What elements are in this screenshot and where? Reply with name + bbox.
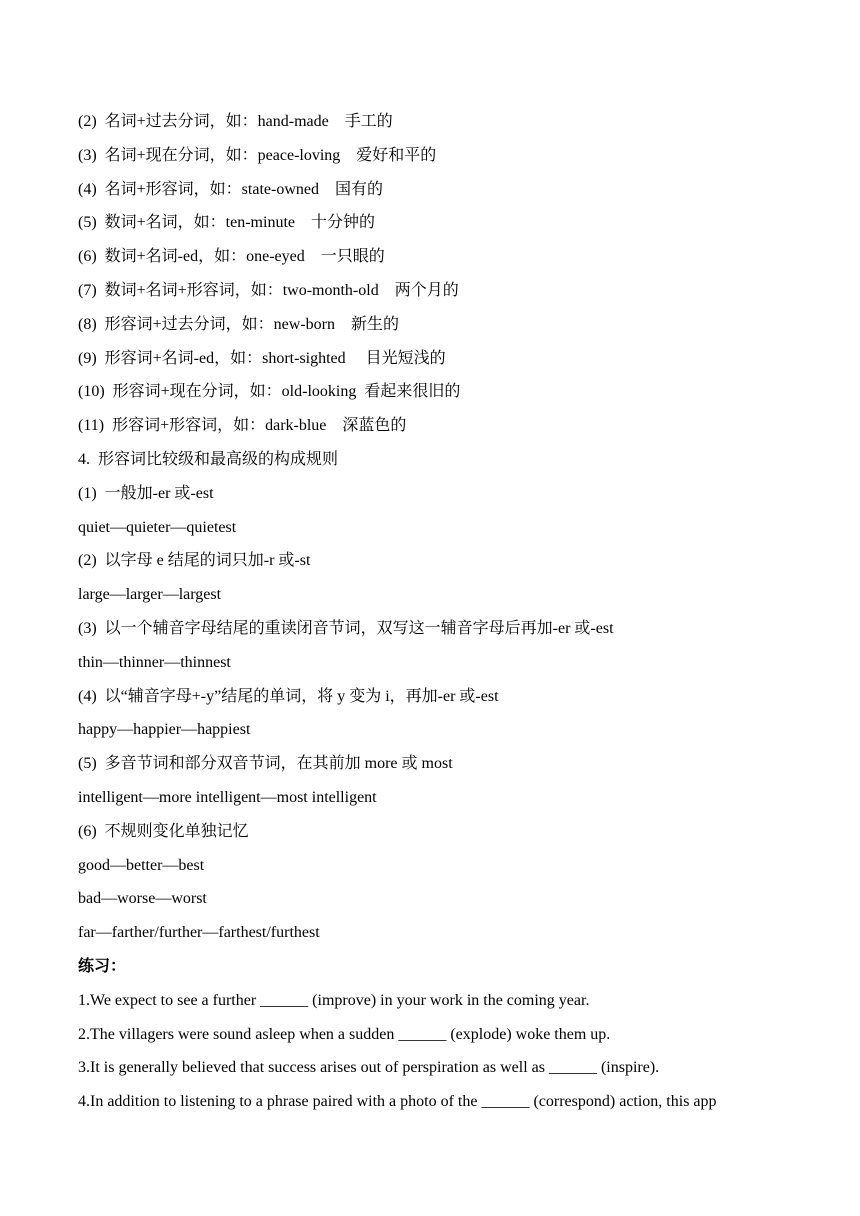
text-line: (4) 以“辅音字母+-y”结尾的单词，将 y 变为 i，再加-er 或-est (78, 687, 499, 705)
text-line: (6) 数词+名词-ed，如：one-eyed 一只眼的 (78, 248, 385, 266)
text-line: (4) 名词+形容词，如：state-owned 国有的 (78, 180, 383, 198)
text-line: (3) 以一个辅音字母结尾的重读闭音节词，双写这一辅音字母后再加-er 或-est (78, 619, 614, 637)
example-line: bad—worse—worst (78, 890, 207, 908)
text-line: (8) 形容词+过去分词，如：new-born 新生的 (78, 315, 399, 333)
example-line: happy—happier—happiest (78, 721, 251, 739)
text-line: (7) 数词+名词+形容词，如：two-month-old 两个月的 (78, 281, 459, 299)
exercise-heading: 练习： (78, 957, 127, 975)
text-line: (10) 形容词+现在分词，如：old-looking 看起来很旧的 (78, 383, 461, 401)
exercise-item: 4.In addition to listening to a phrase paired with a photo of the ______ (correspond) action, this app (78, 1093, 717, 1111)
text-line: (1) 一般加-er 或-est (78, 484, 214, 502)
text-line: (9) 形容词+名词-ed，如：short-sighted 目光短浅的 (78, 349, 446, 367)
example-line: intelligent—more intelligent—most intelligent (78, 788, 377, 806)
text-line: (3) 名词+现在分词，如：peace-loving 爱好和平的 (78, 146, 437, 164)
text-line: (6) 不规则变化单独记忆 (78, 822, 249, 840)
section-heading: 4. 形容词比较级和最高级的构成规则 (78, 450, 339, 468)
text-line: (2) 以字母 e 结尾的词只加-r 或-st (78, 552, 311, 570)
text-line: (2) 名词+过去分词，如：hand-made 手工的 (78, 113, 393, 130)
example-line: good—better—best (78, 856, 205, 874)
example-line: far—farther/further—farthest/furthest (78, 924, 320, 942)
text-line: (5) 数词+名词，如：ten-minute 十分钟的 (78, 214, 375, 232)
text-line: (5) 多音节词和部分双音节词，在其前加 more 或 most (78, 755, 453, 773)
exercise-item: 1.We expect to see a further ______ (improve) in your work in the coming year. (78, 991, 590, 1009)
example-line: thin—thinner—thinnest (78, 653, 231, 671)
example-line: quiet—quieter—quietest (78, 518, 237, 536)
exercise-item: 2.The villagers were sound asleep when a sudden ______ (explode) woke them up. (78, 1025, 611, 1043)
document-body (78, 110, 820, 1124)
exercise-item: 3.It is generally believed that success arises out of perspiration as well as ______ (inspire). (78, 1059, 660, 1077)
text-line: (11) 形容词+形容词，如：dark-blue 深蓝色的 (78, 417, 407, 435)
example-line: large—larger—largest (78, 586, 222, 604)
